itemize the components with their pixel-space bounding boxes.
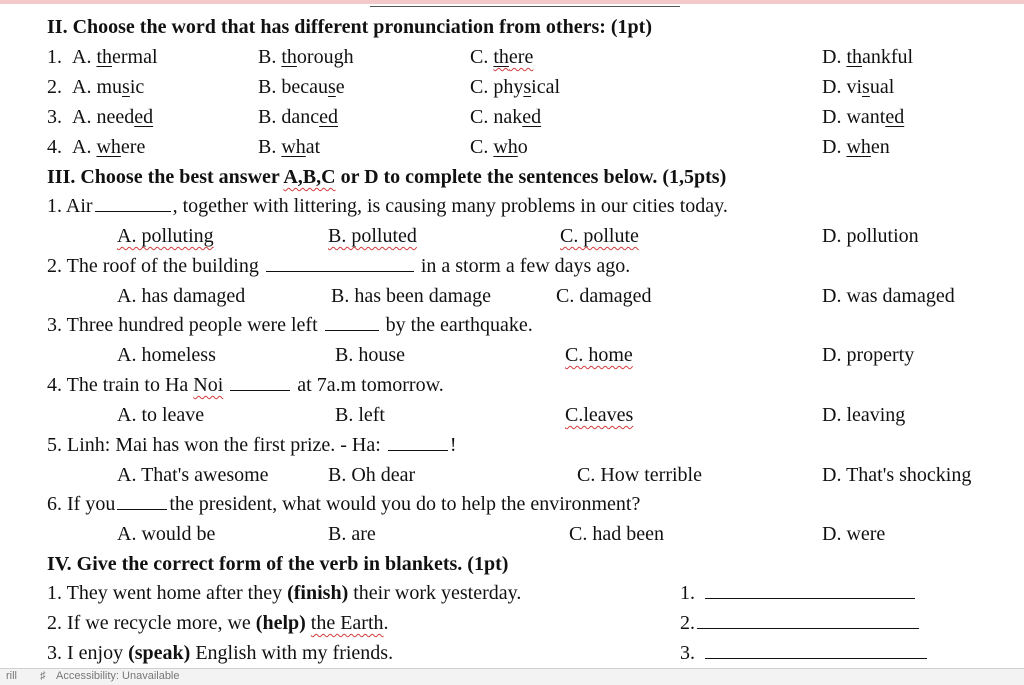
pron-option-b: B. what — [258, 136, 321, 158]
answer-blank — [325, 310, 379, 331]
verb-answer-slot: 1. — [680, 578, 917, 608]
pron-option-d: D. when — [822, 136, 890, 158]
mcq-option-d: D. leaving — [822, 404, 906, 426]
mcq-question-3: 3. Three hundred people were left by the earthquake. — [47, 310, 533, 340]
status-bar — [0, 668, 1024, 685]
mcq-option-c: C. How terrible — [577, 464, 702, 486]
answer-line — [705, 638, 927, 659]
pron-option-d: D. visual — [822, 76, 895, 98]
accessibility-icon[interactable]: ♯ — [40, 670, 46, 682]
status-left-text: rill — [6, 670, 17, 682]
mcq-option-b: B. Oh dear — [328, 464, 416, 486]
pron-option-b: B. danced — [258, 106, 338, 128]
pron-num: 4. — [47, 136, 62, 158]
mcq-option-d: D. property — [822, 344, 915, 366]
mcq-option-d: D. was damaged — [822, 285, 955, 307]
mcq-option-a: A. has damaged — [117, 285, 246, 307]
pron-num: 2. — [47, 76, 62, 98]
pron-option-a: A. where — [72, 136, 146, 158]
pron-option-c: C. who — [470, 136, 528, 158]
mcq-option-b: B. has been damage — [331, 285, 491, 307]
mcq-option-b: B. left — [335, 404, 385, 426]
mcq-option-b: B. are — [328, 523, 376, 545]
mcq-option-b: B. polluted — [328, 225, 417, 247]
verb-sentence: 1. They went home after they (finish) their work yesterday. — [47, 582, 522, 604]
mcq-option-b: B. house — [335, 344, 405, 366]
mcq-option-a: A. to leave — [117, 404, 205, 426]
mcq-option-c: C. damaged — [556, 285, 652, 307]
mcq-option-a: A. That's awesome — [117, 464, 269, 486]
verb-answer-slot: 3. — [680, 638, 929, 668]
mcq-option-d: D. were — [822, 523, 886, 545]
section-4-title: IV. Give the correct form of the verb in blankets. (1pt) — [47, 553, 509, 575]
mcq-option-d: D. That's shocking — [822, 464, 972, 486]
answer-blank — [230, 370, 290, 391]
mcq-option-a: A. would be — [117, 523, 216, 545]
mcq-option-c: C.leaves — [565, 404, 634, 426]
pron-option-c: C. physical — [470, 76, 561, 98]
pron-option-d: D. wanted — [822, 106, 905, 128]
mcq-option-d: D. pollution — [822, 225, 919, 247]
answer-blank — [117, 489, 167, 510]
answer-blank — [388, 430, 448, 451]
mcq-option-c: C. home — [565, 344, 633, 366]
verb-sentence: 2. If we recycle more, we (help) the Earth. — [47, 612, 389, 634]
section-2-title: II. Choose the word that has different pronunciation from others: (1pt) — [47, 16, 652, 38]
pron-option-b: B. thorough — [258, 46, 354, 68]
answer-blank — [266, 251, 414, 272]
section-3-title: III. Choose the best answer A,B,C or D to complete the sentences below. (1,5pts) — [47, 166, 727, 188]
verb-sentence: 3. I enjoy (speak) English with my friends. — [47, 642, 394, 664]
pron-option-c: C. there — [470, 46, 534, 68]
mcq-option-a: A. homeless — [117, 344, 216, 366]
mcq-question-6: 6. If you the president, what would you do to help the environment? — [47, 489, 640, 519]
mcq-option-a: A. polluting — [117, 225, 214, 247]
accessibility-status[interactable]: Accessibility: Unavailable — [56, 670, 180, 682]
pron-option-a: A. needed — [72, 106, 154, 128]
answer-line — [697, 608, 919, 629]
mcq-option-c: C. had been — [569, 523, 664, 545]
answer-line — [705, 578, 915, 599]
pron-option-a: A. thermal — [72, 46, 158, 68]
pron-option-a: A. music — [72, 76, 145, 98]
answer-blank — [95, 191, 171, 212]
pron-num: 1. — [47, 46, 62, 68]
mcq-question-5: 5. Linh: Mai has won the first prize. - Ha: ! — [47, 430, 456, 460]
mcq-question-2: 2. The roof of the building in a storm a few days ago. — [47, 251, 630, 281]
mcq-option-c: C. pollute — [560, 225, 639, 247]
verb-answer-slot: 2. — [680, 608, 921, 638]
mcq-question-1: 1. Air , together with littering, is causing many problems in our cities today. — [47, 191, 728, 221]
pron-option-d: D. thankful — [822, 46, 914, 68]
pron-option-b: B. because — [258, 76, 345, 98]
pron-option-c: C. naked — [470, 106, 542, 128]
mcq-question-4: 4. The train to Ha Noi at 7a.m tomorrow. — [47, 370, 444, 400]
pron-num: 3. — [47, 106, 62, 128]
